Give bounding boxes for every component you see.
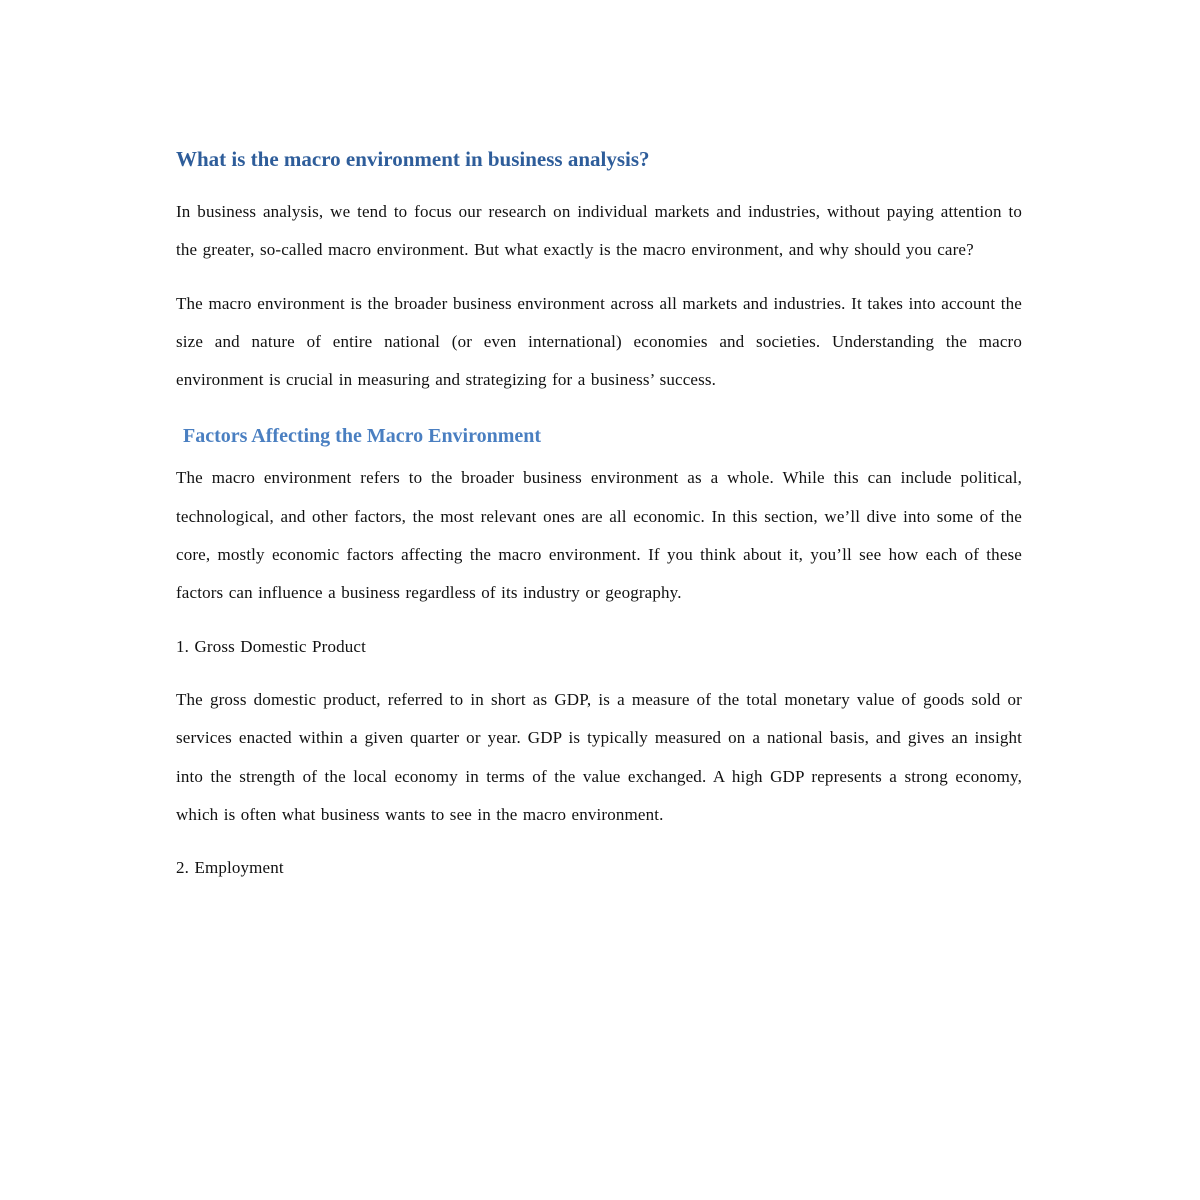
definition-paragraph: The macro environment is the broader business environment across all markets and industries. It takes into account the size and nature of entire national (or even international) economies and societies. Understanding the macro environment is crucial in measuring and strategizing for a business’ success. xyxy=(176,293,1022,390)
page-title: What is the macro environment in business analysis? xyxy=(176,147,650,171)
list-item-gdp-label: 1. Gross Domestic Product xyxy=(176,636,366,656)
section-intro-paragraph: The macro environment refers to the broader business environment as a whole. While this can include political, technological, and other factors, the most relevant ones are all economic. In this section, we’ll dive into some of the core, mostly economic factors affecting the macro environment. If you think about it, you’ll see how each of these factors can influence a business regardless of its industry or geography. xyxy=(176,468,1022,603)
gdp-paragraph: The gross domestic product, referred to in short as GDP, is a measure of the total monetary value of goods sold or services enacted within a given quarter or year. GDP is typically measured on a national basis, and gives an insight into the strength of the local economy in terms of the value exchanged. A high GDP represents a strong economy, which is often what business wants to see in the macro environment. xyxy=(176,689,1022,824)
intro-paragraph: In business analysis, we tend to focus our research on individual markets and industries, without paying attention to the greater, so-called macro environment. But what exactly is the macro environment, and why should you care? xyxy=(176,202,1022,260)
document-page xyxy=(176,140,1022,887)
list-item-employment-label: 2. Employment xyxy=(176,858,284,878)
section-heading: Factors Affecting the Macro Environment xyxy=(183,425,542,448)
